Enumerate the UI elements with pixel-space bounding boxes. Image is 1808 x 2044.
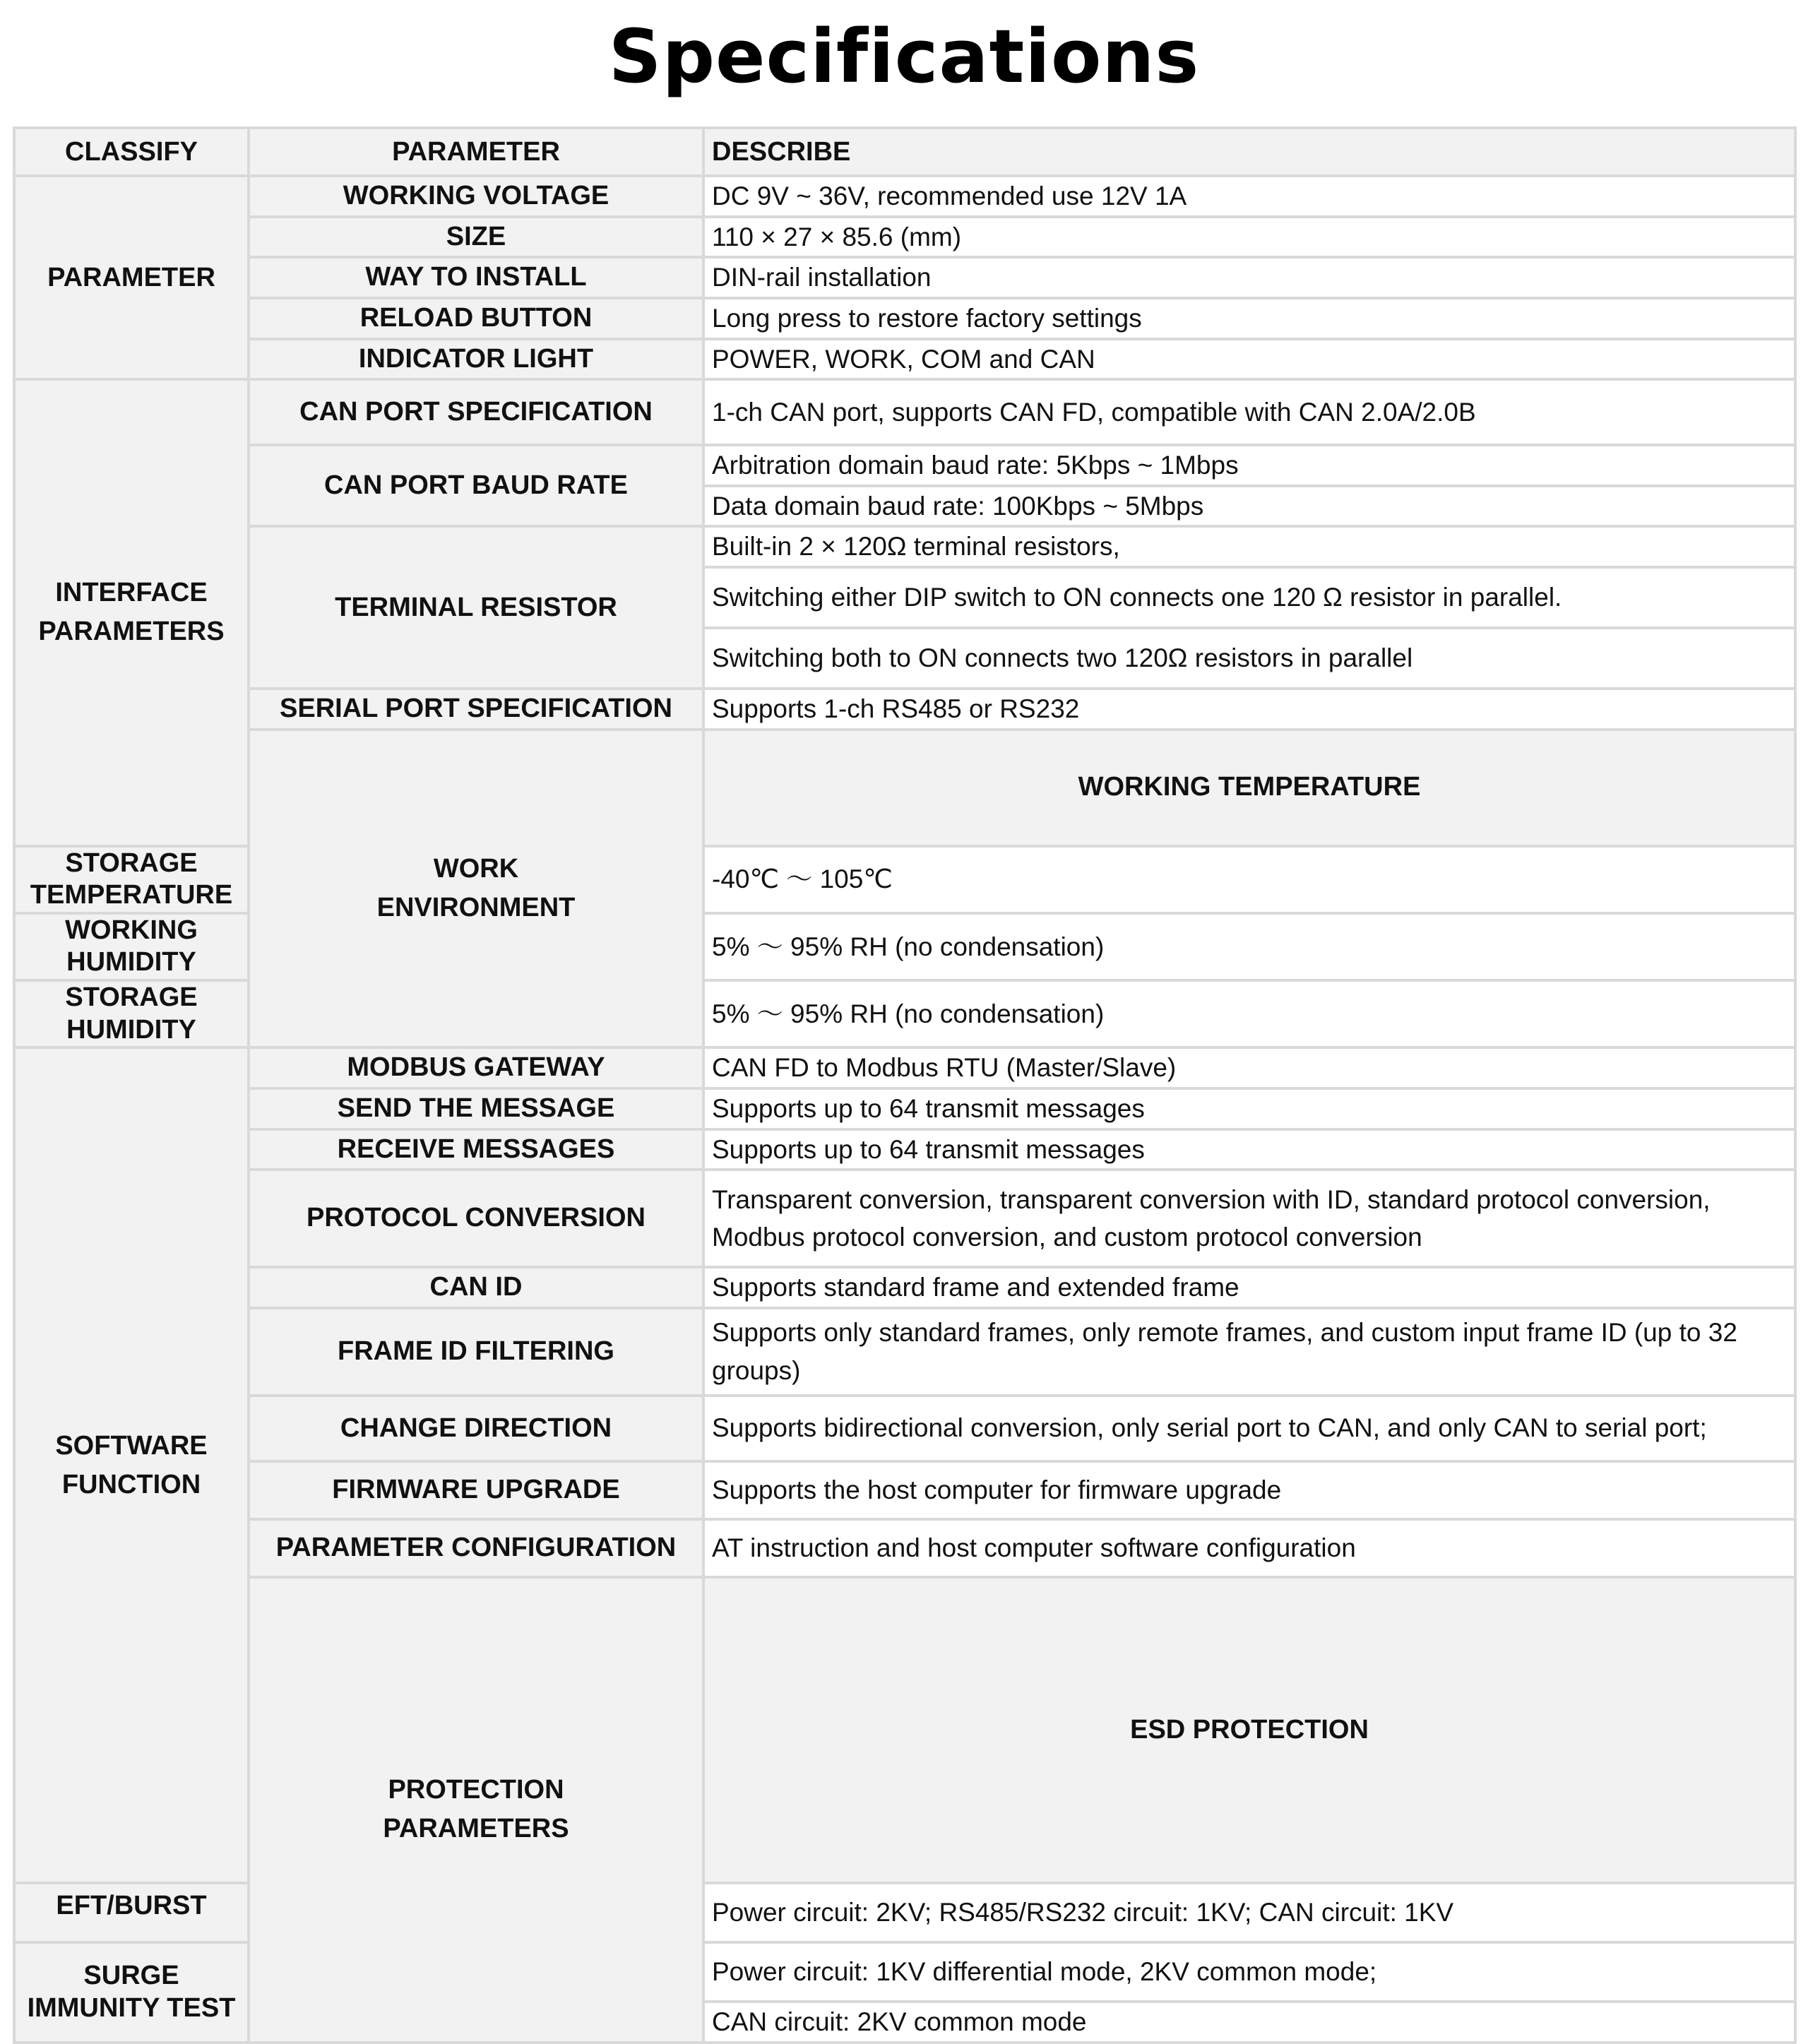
- table-row: [14, 1577, 1795, 1883]
- table-header-row: [14, 128, 1795, 176]
- param-description: [703, 1308, 1795, 1396]
- param-description: DC 9V ~ 36V, recommended use 12V 1A: [703, 176, 1795, 217]
- param-name: FRAME ID FILTERING: [249, 1308, 703, 1396]
- param-description: Supports up to 64 transmit messages: [703, 1129, 1795, 1170]
- param-name: SERIAL PORT SPECIFICATION: [249, 689, 703, 730]
- param-description: Built-in 2 × 120Ω terminal resistors,: [703, 526, 1795, 567]
- table-row: [14, 1088, 1795, 1129]
- param-name: PROTOCOL CONVERSION: [249, 1170, 703, 1267]
- param-name: EFT/BURST: [14, 1883, 249, 1942]
- param-name: PARAMETER CONFIGURATION: [249, 1519, 703, 1577]
- param-name: CAN ID: [249, 1267, 703, 1308]
- category-label: FUNCTION: [61, 1469, 201, 1499]
- param-description: Supports the host computer for firmware upgrade: [703, 1461, 1795, 1519]
- table-row: [14, 217, 1795, 258]
- param-description: 110 × 27 × 85.6 (mm): [703, 217, 1795, 258]
- param-description: 5% ～ 95% RH (no condensation): [703, 980, 1795, 1047]
- table-row: [14, 689, 1795, 730]
- param-name: STORAGE HUMIDITY: [14, 980, 249, 1047]
- description-line: groups): [712, 1355, 801, 1385]
- category-label: SOFTWARE: [55, 1430, 208, 1461]
- page-title: Specifications: [608, 13, 1200, 100]
- table-row: [14, 298, 1795, 339]
- param-name: ESD PROTECTION: [703, 1577, 1795, 1883]
- param-description: Supports up to 64 transmit messages: [703, 1088, 1795, 1129]
- param-name: SEND THE MESSAGE: [249, 1088, 703, 1129]
- category-label: INTERFACE: [55, 578, 208, 608]
- table-row: [14, 1047, 1795, 1088]
- category-label: PARAMETERS: [38, 617, 225, 647]
- table-row: [14, 1170, 1795, 1267]
- category-label: PROTECTION: [388, 1775, 564, 1805]
- description-line: Transparent conversion, transparent conversion with ID, standard protocol conversion,: [712, 1184, 1711, 1214]
- specifications-table: [13, 126, 1797, 2044]
- table-row: [14, 1396, 1795, 1461]
- param-name: WORKING HUMIDITY: [14, 913, 249, 980]
- param-name: STORAGE TEMPERATURE: [14, 846, 249, 913]
- category-label: PARAMETERS: [383, 1814, 569, 1844]
- param-name: RELOAD BUTTON: [249, 298, 703, 339]
- param-name: WAY TO INSTALL: [249, 257, 703, 298]
- category-parameter: [14, 176, 249, 379]
- param-description: 5% ～ 95% RH (no condensation): [703, 913, 1795, 980]
- category-interface-parameters: [14, 379, 249, 845]
- header-describe: DESCRIBE: [703, 128, 1795, 176]
- table-row: [14, 339, 1795, 380]
- param-description: Supports 1-ch RS485 or RS232: [703, 689, 1795, 730]
- param-description: Power circuit: 2KV; RS485/RS232 circuit: 1KV; CAN circuit: 1KV: [703, 1883, 1795, 1942]
- header-classify: CLASSIFY: [14, 128, 249, 176]
- param-description: AT instruction and host computer software configuration: [703, 1519, 1795, 1577]
- param-description: Arbitration domain baud rate: 5Kbps ~ 1Mbps: [703, 445, 1795, 486]
- table-row: [14, 445, 1795, 486]
- param-name: RECEIVE MESSAGES: [249, 1129, 703, 1170]
- category-software-function: [14, 1047, 249, 1883]
- param-description: POWER, WORK, COM and CAN: [703, 339, 1795, 380]
- table-row: [14, 1129, 1795, 1170]
- category-label: WORK: [433, 853, 519, 884]
- description-line: Modbus protocol conversion, and custom protocol conversion: [712, 1223, 1422, 1252]
- description-line: Supports only standard frames, only remote frames, and custom input frame ID (up to 32: [712, 1318, 1737, 1348]
- table-row: [14, 379, 1795, 445]
- param-description: Data domain baud rate: 100Kbps ~ 5Mbps: [703, 486, 1795, 527]
- table-row: [14, 730, 1795, 846]
- table-row: [14, 526, 1795, 567]
- param-description: Switching both to ON connects two 120Ω resistors in parallel: [703, 628, 1795, 689]
- category-label: PARAMETER: [47, 262, 215, 292]
- category-protection-parameters: [249, 1577, 703, 2043]
- param-description: 1-ch CAN port, supports CAN FD, compatible with CAN 2.0A/2.0B: [703, 379, 1795, 445]
- table-row: [14, 1519, 1795, 1577]
- param-description: Long press to restore factory settings: [703, 298, 1795, 339]
- param-description: CAN circuit: 2KV common mode: [703, 2002, 1795, 2043]
- param-description: Switching either DIP switch to ON connects one 120 Ω resistor in parallel.: [703, 567, 1795, 628]
- param-description: [703, 1170, 1795, 1267]
- table-row: [14, 1308, 1795, 1396]
- param-description: Supports bidirectional conversion, only serial port to CAN, and only CAN to serial port;: [703, 1396, 1795, 1461]
- param-name: WORKING TEMPERATURE: [703, 730, 1795, 846]
- param-name: CHANGE DIRECTION: [249, 1396, 703, 1461]
- param-name: SIZE: [249, 217, 703, 258]
- table-row: [14, 1461, 1795, 1519]
- param-name: WORKING VOLTAGE: [249, 176, 703, 217]
- param-name: TERMINAL RESISTOR: [249, 526, 703, 689]
- param-name: MODBUS GATEWAY: [249, 1047, 703, 1088]
- param-name: FIRMWARE UPGRADE: [249, 1461, 703, 1519]
- param-name: CAN PORT SPECIFICATION: [249, 379, 703, 445]
- param-name: SURGE IMMUNITY TEST: [14, 1942, 249, 2043]
- category-label: ENVIRONMENT: [376, 893, 576, 922]
- param-description: -40℃ ～ 105℃: [703, 846, 1795, 913]
- param-description: CAN FD to Modbus RTU (Master/Slave): [703, 1047, 1795, 1088]
- table-row: [14, 257, 1795, 298]
- table-row: [14, 176, 1795, 217]
- param-description: Supports standard frame and extended frame: [703, 1267, 1795, 1308]
- category-work-environment: [249, 730, 703, 1047]
- param-name: INDICATOR LIGHT: [249, 339, 703, 380]
- param-description: DIN-rail installation: [703, 257, 1795, 298]
- param-name: CAN PORT BAUD RATE: [249, 445, 703, 526]
- param-description: Power circuit: 1KV differential mode, 2KV common mode;: [703, 1942, 1795, 2002]
- table-row: [14, 1267, 1795, 1308]
- header-parameter: PARAMETER: [249, 128, 703, 176]
